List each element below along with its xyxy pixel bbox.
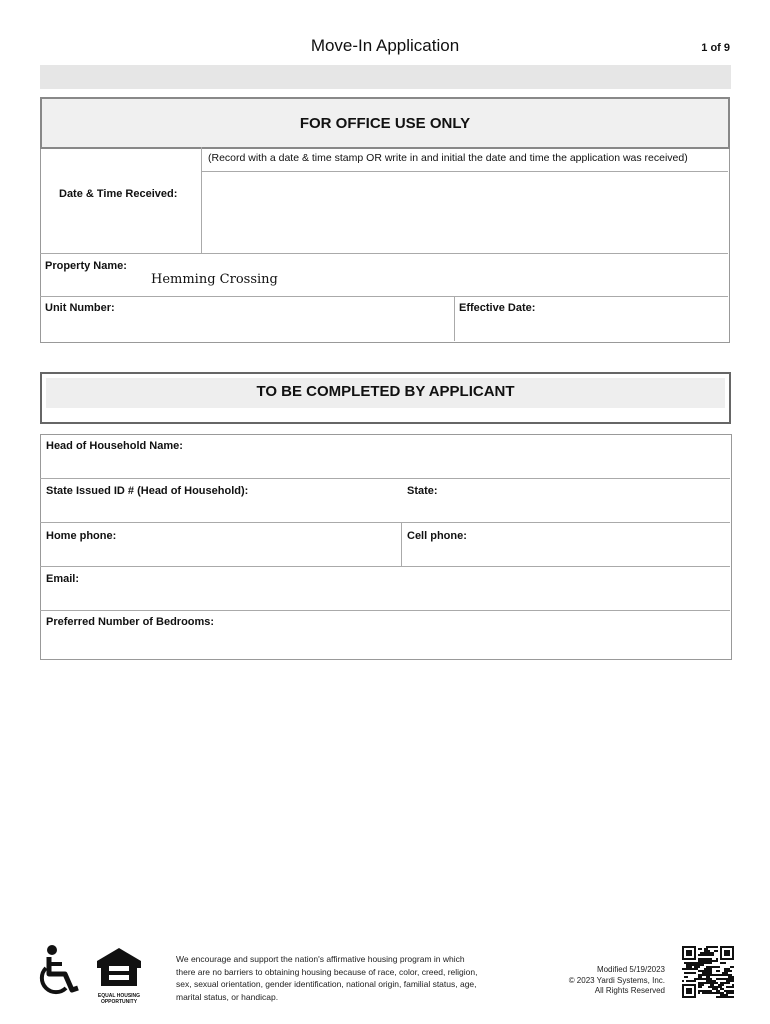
state-label: State:	[407, 485, 438, 497]
copyright: © 2023 Yardi Systems, Inc.	[568, 975, 665, 985]
footer-meta	[555, 965, 665, 997]
date-time-label: Date & Time Received:	[59, 188, 178, 200]
divider	[201, 147, 202, 253]
effective-date-field[interactable]	[456, 318, 726, 338]
wheelchair-accessibility-icon	[38, 944, 84, 1000]
unit-number-field[interactable]	[41, 318, 451, 338]
equal-housing-logo	[95, 946, 143, 1005]
eho-text-line2: OPPORTUNITY	[100, 999, 138, 1005]
bedrooms-field[interactable]	[42, 632, 728, 656]
divider	[40, 478, 730, 479]
property-name-label: Property Name:	[45, 260, 127, 272]
email-field[interactable]	[42, 588, 728, 607]
state-id-field[interactable]	[42, 500, 397, 520]
effective-date-label: Effective Date:	[459, 302, 536, 314]
divider	[40, 296, 728, 297]
fair-housing-statement: We encourage and support the nation's affirmative housing program in which there are no barriers to obtaining housing because of race, color, creed, religion, sex, sexual orientation, gender identification, national origin, familial status, age, marital status, or handicap.	[176, 954, 478, 1002]
property-name-field[interactable]: Hemming Crossing	[151, 272, 278, 287]
divider	[454, 296, 455, 341]
cell-phone-label: Cell phone:	[407, 530, 467, 542]
divider	[401, 522, 402, 566]
divider	[40, 253, 728, 254]
date-time-note: (Record with a date & time stamp OR write in and initial the date and time the application was received)	[208, 152, 688, 164]
qr-code-icon	[680, 944, 736, 1000]
page-number: 1 of 9	[701, 42, 730, 54]
divider	[40, 566, 730, 567]
email-label: Email:	[46, 573, 80, 585]
divider	[40, 610, 730, 611]
state-id-label: State Issued ID # (Head of Household):	[46, 485, 249, 497]
office-use-heading: FOR OFFICE USE ONLY	[40, 97, 730, 149]
cell-phone-field[interactable]	[404, 545, 728, 564]
date-time-field[interactable]	[203, 173, 727, 251]
rights-reserved: All Rights Reserved	[594, 986, 665, 995]
home-phone-field[interactable]	[42, 545, 397, 564]
unit-number-label: Unit Number:	[45, 302, 115, 314]
modified-date: Modified 5/19/2023	[596, 965, 665, 974]
divider	[201, 171, 728, 172]
eho-text-line1: EQUAL HOUSING	[97, 993, 141, 999]
page-title: Move-In Application	[310, 36, 460, 55]
head-of-household-label: Head of Household Name:	[46, 440, 183, 452]
applicant-heading: TO BE COMPLETED BY APPLICANT	[46, 378, 725, 408]
bedrooms-label: Preferred Number of Bedrooms:	[46, 616, 215, 628]
state-field[interactable]	[404, 500, 728, 520]
header-band	[40, 65, 731, 89]
divider	[40, 522, 730, 523]
home-phone-label: Home phone:	[46, 530, 117, 542]
head-of-household-field[interactable]	[42, 456, 728, 476]
